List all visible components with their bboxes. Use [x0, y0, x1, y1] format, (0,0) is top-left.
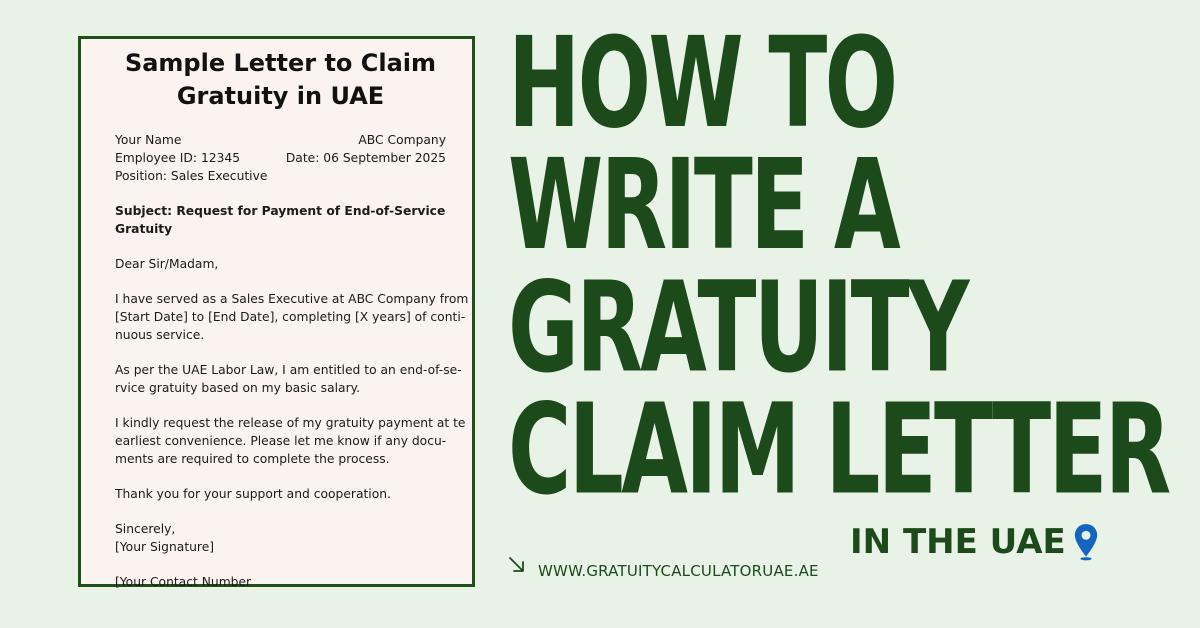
headline-line: CLAIM LETTER: [508, 376, 1169, 523]
company: ABC Company: [358, 133, 446, 147]
closing: Sincerely, [Your Signature]: [115, 522, 215, 554]
sample-letter: [78, 36, 475, 587]
date: Date: 06 September 2025: [285, 151, 446, 165]
website-url[interactable]: WWW.GRATUITYCALCULATORUAE.AE: [538, 562, 819, 580]
position: Position: Sales Executive: [115, 169, 268, 183]
paragraph-1: I have served as a Sales Executive at ABC Company from [Start Date] to [End Date], completing [X years] of conti- nuous service.: [115, 292, 469, 342]
letter-title: Sample Letter to Claim Gratuity in UAE: [124, 49, 437, 110]
subheadline-text: IN THE UAE: [850, 522, 1066, 562]
headline-line: WRITE A: [508, 132, 898, 279]
location-pin-icon: [1072, 523, 1100, 561]
headline-line: GRATUITY: [508, 254, 967, 401]
letter-meta: [115, 131, 446, 185]
salutation: Dear Sir/Madam,: [115, 257, 219, 271]
letter-subject: Subject: Request for Payment of End-of-Service Gratuity: [115, 204, 446, 236]
subheadline: [850, 522, 1100, 562]
paragraph-3: I kindly request the release of my gratuity payment at te earliest convenience. Please let me know if any docu- ments are required to complete the process.: [115, 416, 466, 466]
headline: [508, 10, 1169, 523]
headline-line: HOW TO: [508, 10, 896, 156]
your-name: Your Name: [115, 133, 182, 147]
contact-number: [Your Contact Number: [115, 575, 252, 589]
employee-id: Employee ID: 12345: [115, 151, 241, 165]
thanks-line: Thank you for your support and cooperation.: [115, 487, 391, 501]
arrow-down-right-icon: [508, 556, 526, 574]
paragraph-2: As per the UAE Labor Law, I am entitled to an end-of-se- rvice gratuity based on my basic salary.: [115, 363, 462, 395]
